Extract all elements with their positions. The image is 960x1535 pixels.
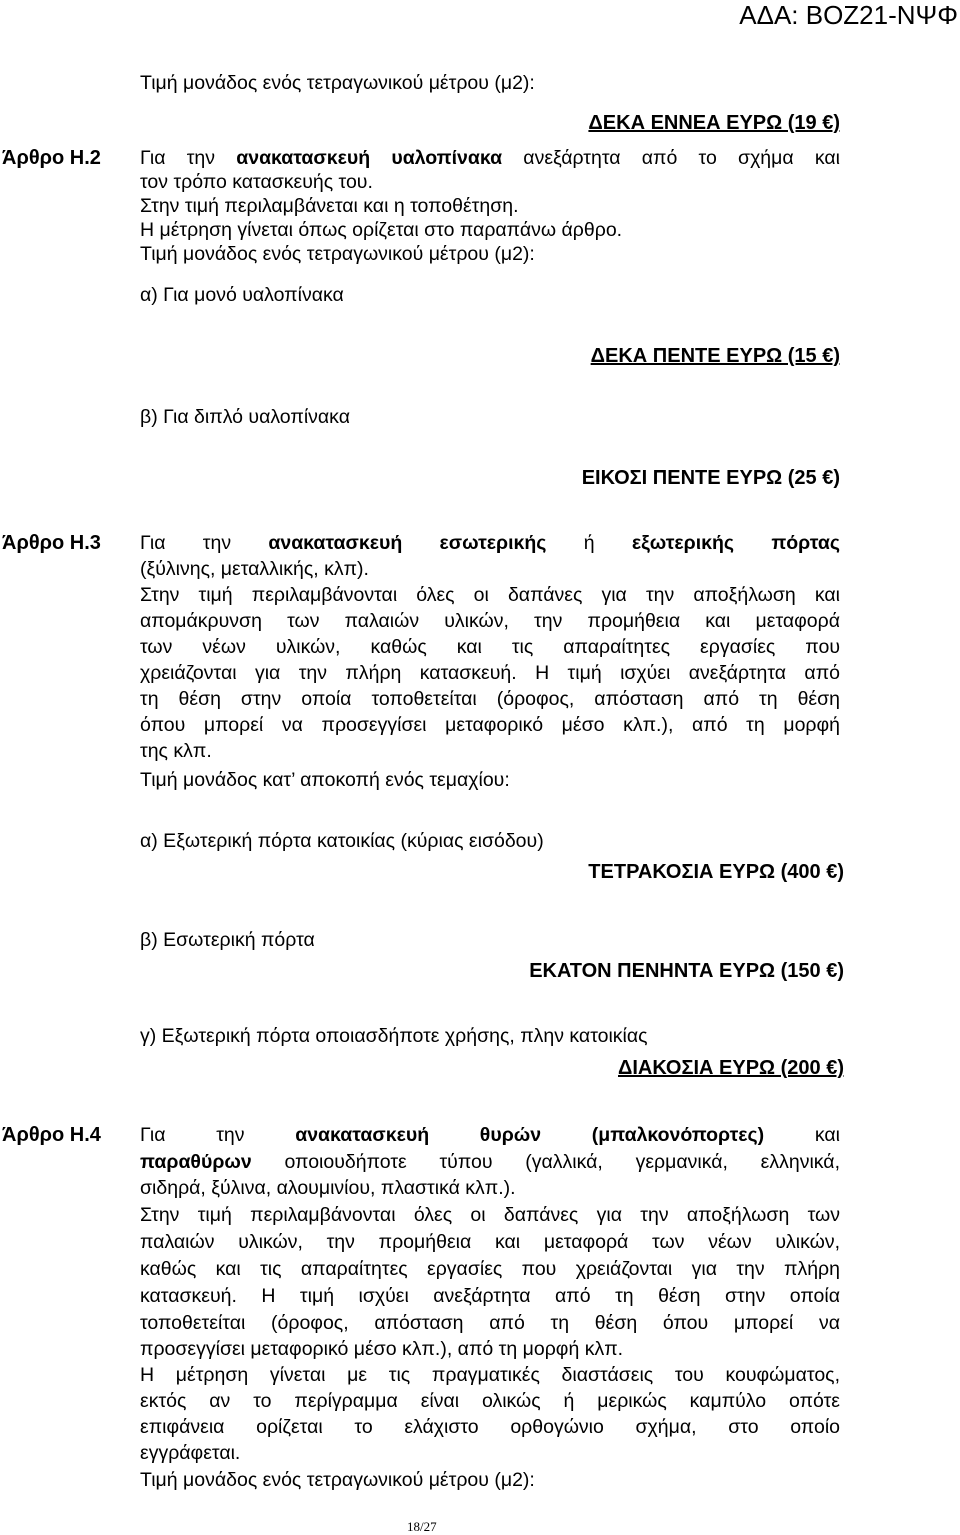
- h2-line-4: Η μέτρηση γίνεται όπως ορίζεται στο παραπάνω άρθρο.: [140, 219, 623, 241]
- h4-line-1c: και: [764, 1124, 840, 1146]
- h2-item-b: β) Για διπλό υαλοπίνακα: [140, 406, 350, 428]
- h2-line-1: [140, 146, 840, 170]
- h2-line-1c: ανεξάρτητα από το σχήμα και: [502, 147, 840, 169]
- h4-line-9: προσεγγίσει μεταφορικό μέσο κλπ.), από τη μορφή κλπ.: [140, 1338, 624, 1360]
- h4-line-5: παλαιών υλικών, την προμήθεια και μεταφορά των νέων υλικών,: [140, 1231, 840, 1253]
- h3-line-7: τη θέση στην οποία τοποθετείται (όροφος, απόσταση από τη θέση: [140, 688, 840, 710]
- ada-header: ΑΔΑ: ΒΟΖ21-ΝΨΦ: [739, 0, 958, 30]
- h4-line-3: σιδηρά, ξύλινα, αλουμινίου, πλαστικά κλπ.).: [140, 1177, 516, 1199]
- price-19: [588, 111, 840, 135]
- article-h3-label: Άρθρο Η.3: [2, 532, 101, 554]
- h4-line-1b: ανακατασκευή θυρών (μπαλκονόπορτες): [295, 1124, 765, 1146]
- article-h2-label: Άρθρο Η.2: [2, 147, 101, 169]
- h3-line-4: απομάκρυνση των παλαιών υλικών, την προμήθεια και μεταφορά: [140, 610, 840, 632]
- h3-line-1: [140, 531, 840, 555]
- h2-line-2: τον τρόπο κατασκευής του.: [140, 171, 373, 193]
- h2-item-a: α) Για μονό υαλοπίνακα: [140, 284, 344, 306]
- h4-line-2: [140, 1150, 840, 1174]
- h4-line-14: Τιμή μονάδος ενός τετραγωνικού μέτρου (μ2):: [140, 1469, 535, 1491]
- page-number: 18/27: [407, 1519, 437, 1534]
- price-15-underlined: ΔΕΚΑ ΠΕΝΤΕ ΕΥΡΩ (15 €): [590, 345, 840, 367]
- price-150: ΕΚΑΤΟΝ ΠΕΝΗΝΤΑ ΕΥΡΩ (150 €): [529, 960, 844, 982]
- price-200-underlined: ΔΙΑΚΟΣΙΑ ΕΥΡΩ (200 €): [618, 1057, 844, 1079]
- h3-line-10: Τιμή μονάδος κατ’ αποκοπή ενός τεμαχίου:: [140, 769, 510, 791]
- h3-item-a: α) Εξωτερική πόρτα κατοικίας (κύριας εισόδου): [140, 830, 544, 852]
- h4-line-10: Η μέτρηση γίνεται με τις πραγματικές διαστάσεις του κουφώματος,: [140, 1364, 840, 1386]
- h4-line-11: εκτός αν το περίγραμμα είναι ολικώς ή μερικώς καμπύλο οπότε: [140, 1390, 840, 1412]
- h4-line-1a: Για την: [140, 1124, 296, 1146]
- h2-line-1b: ανακατασκευή υαλοπίνακα: [236, 147, 503, 169]
- h3-line-9: της κλπ.: [140, 740, 212, 762]
- h2-line-5: Τιμή μονάδος ενός τετραγωνικού μέτρου (μ2):: [140, 243, 535, 265]
- unit-price-line: Τιμή μονάδος ενός τετραγωνικού μέτρου (μ2):: [140, 72, 535, 94]
- h4-line-7: κατασκευή. Η τιμή ισχύει ανεξάρτητα από τη θέση στην οποία: [140, 1285, 840, 1307]
- h3-line-2: (ξύλινης, μεταλλικής, κλπ).: [140, 558, 369, 580]
- h4-line-13: εγγράφεται.: [140, 1442, 241, 1464]
- h4-line-2a: παραθύρων: [140, 1151, 252, 1173]
- h2-line-3: Στην τιμή περιλαμβάνεται και η τοποθέτηση.: [140, 195, 519, 217]
- h4-line-1: [140, 1123, 840, 1147]
- h3-line-8: όπου μπορεί να προσεγγίσει μεταφορικό μέσο κλπ.), από τη μορφή: [140, 714, 840, 736]
- h3-line-5: των νέων υλικών, καθώς και τις απαραίτητες εργασίες που: [140, 636, 840, 658]
- h3-line-1b: ανακατασκευή εσωτερικής: [268, 532, 547, 554]
- h4-line-6: καθώς και τις απαραίτητες εργασίες που χρειάζονται για την πλήρη: [140, 1258, 840, 1280]
- h4-line-2b: οποιουδήποτε τύπου (γαλλικά, γερμανικά, ελληνικά,: [251, 1151, 840, 1173]
- h4-line-8: τοποθετείται (όροφος, απόσταση από τη θέση όπου μπορεί να: [140, 1312, 840, 1334]
- price-400: ΤΕΤΡΑΚΟΣΙΑ ΕΥΡΩ (400 €): [588, 861, 844, 883]
- price-19-underlined: ΔΕΚΑ ΕΝΝΕΑ ΕΥΡΩ (19 €): [588, 112, 840, 134]
- h2-line-1a: Για την: [140, 147, 237, 169]
- h3-line-1a: Για την: [140, 532, 269, 554]
- price-15: [591, 344, 840, 368]
- h3-item-b: β) Εσωτερική πόρτα: [140, 929, 315, 951]
- h3-line-3: Στην τιμή περιλαμβάνονται όλες οι δαπάνες για την αποξήλωση και: [140, 584, 840, 606]
- h4-line-4: Στην τιμή περιλαμβάνονται όλες οι δαπάνες για την αποξήλωση των: [140, 1204, 840, 1226]
- h3-line-1d: εξωτερικής πόρτας: [631, 532, 840, 554]
- price-25: ΕΙΚΟΣΙ ΠΕΝΤΕ ΕΥΡΩ (25 €): [581, 467, 840, 489]
- h3-line-1c: ή: [546, 532, 632, 554]
- h4-line-12: επιφάνεια ορίζεται το ελάχιστο ορθογώνιο σχήμα, στο οποίο: [140, 1416, 840, 1438]
- h3-item-c: γ) Εξωτερική πόρτα οποιασδήποτε χρήσης, πλην κατοικίας: [140, 1025, 648, 1047]
- h3-line-6: χρειάζονται για την πλήρη κατασκευή. Η τιμή ισχύει ανεξάρτητα από: [140, 662, 840, 684]
- price-200: [618, 1056, 844, 1080]
- article-h4-label: Άρθρο Η.4: [2, 1124, 101, 1146]
